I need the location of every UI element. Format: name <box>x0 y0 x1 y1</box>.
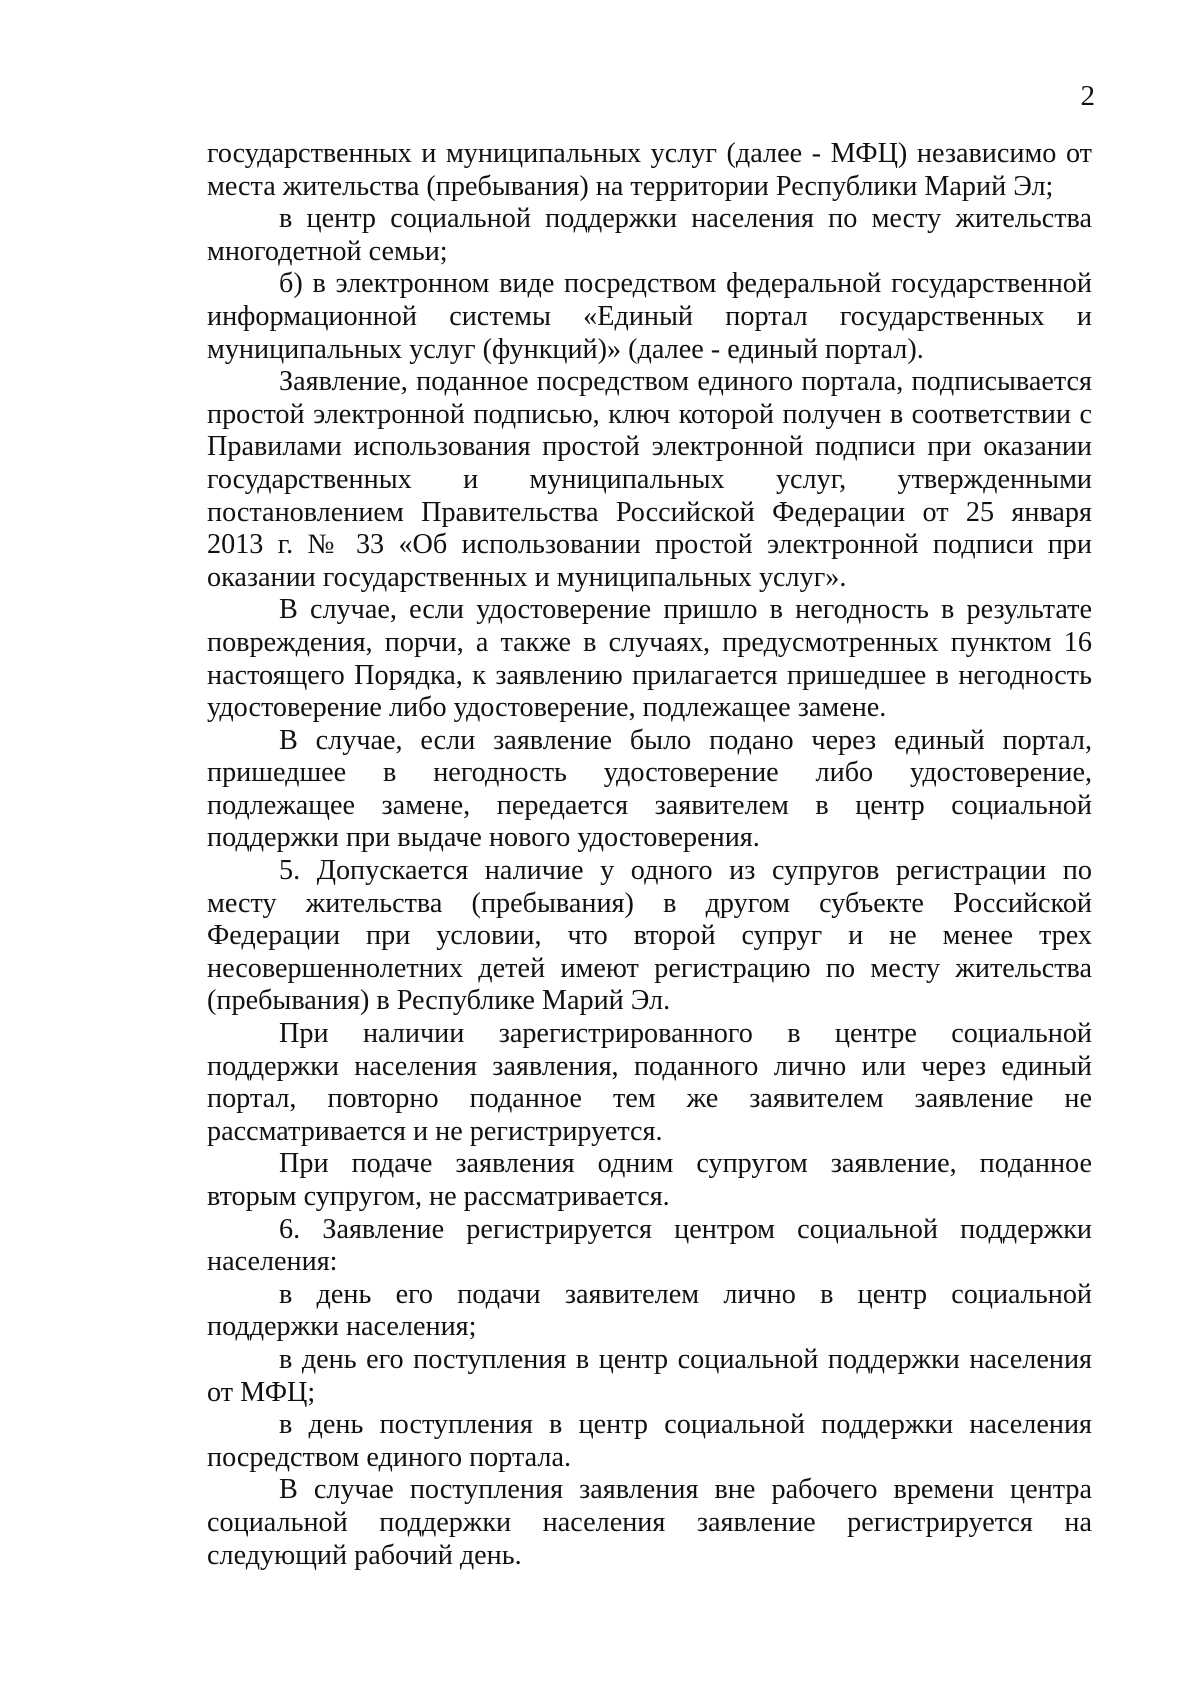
paragraph: в день поступления в центр социальной поддержки населения посредством единого портала. <box>207 1409 1092 1473</box>
paragraph: б) в электронном виде посредством федеральной государственной информационной системы «Единый портал государственных и муниципальных услуг (функций)» (далее - единый портал). <box>207 268 1092 365</box>
paragraph: в день его подачи заявителем лично в центр социальной поддержки населения; <box>207 1278 1092 1343</box>
paragraph: государственных и муниципальных услуг (далее - МФЦ) независимо от места жительства (пребывания) на территории Республики Марий Эл; <box>207 138 1092 202</box>
document-body <box>207 138 1092 1572</box>
paragraph: При наличии зарегистрированного в центре социальной поддержки населения заявления, поданного лично или через единый портал, повторно поданное тем же заявителем заявление не рассматривается и не регистрируется. <box>207 1018 1092 1147</box>
paragraph: 5. Допускается наличие у одного из супругов регистрации по месту жительства (пребывания) в другом субъекте Российской Федерации при условии, что второй супруг и не менее трех несовершеннолетних детей имеют регистрацию по месту жительства (пребывания) в Республике Марий Эл. <box>207 855 1092 1017</box>
page-number: 2 <box>1080 80 1095 112</box>
paragraph: В случае, если удостоверение пришло в негодность в результате повреждения, порчи, а также в случаях, предусмотренных пунктом 16 настоящего Порядка, к заявлению прилагается пришедшее в негодность удостоверение либо удостоверение, подлежащее замене. <box>207 594 1092 724</box>
paragraph: 6. Заявление регистрируется центром социальной поддержки населения: <box>207 1213 1092 1278</box>
paragraph: В случае поступления заявления вне рабочего времени центра социальной поддержки населения заявление регистрируется на следующий рабочий день. <box>207 1474 1092 1571</box>
paragraph: в центр социальной поддержки населения по месту жительства многодетной семьи; <box>207 203 1092 267</box>
paragraph: в день его поступления в центр социальной поддержки населения от МФЦ; <box>207 1343 1092 1408</box>
paragraph: Заявление, поданное посредством единого портала, подписывается простой электронной подписью, ключ которой получен в соответствии с Правилами использования простой электронной подписи при оказании государственных и муниципальных услуг, утвержденными постановлением Правительства Российской Федерации от 25 января 2013 г. № 33 «Об использовании простой электронной подписи при оказании государственных и муниципальных услуг». <box>207 366 1092 593</box>
paragraph: В случае, если заявление было подано через единый портал, пришедшее в негодность удостоверение либо удостоверение, подлежащее замене, передается заявителем в центр социальной поддержки при выдаче нового удостоверения. <box>207 724 1092 854</box>
paragraph: При подаче заявления одним супругом заявление, поданное вторым супругом, не рассматривается. <box>207 1148 1092 1212</box>
